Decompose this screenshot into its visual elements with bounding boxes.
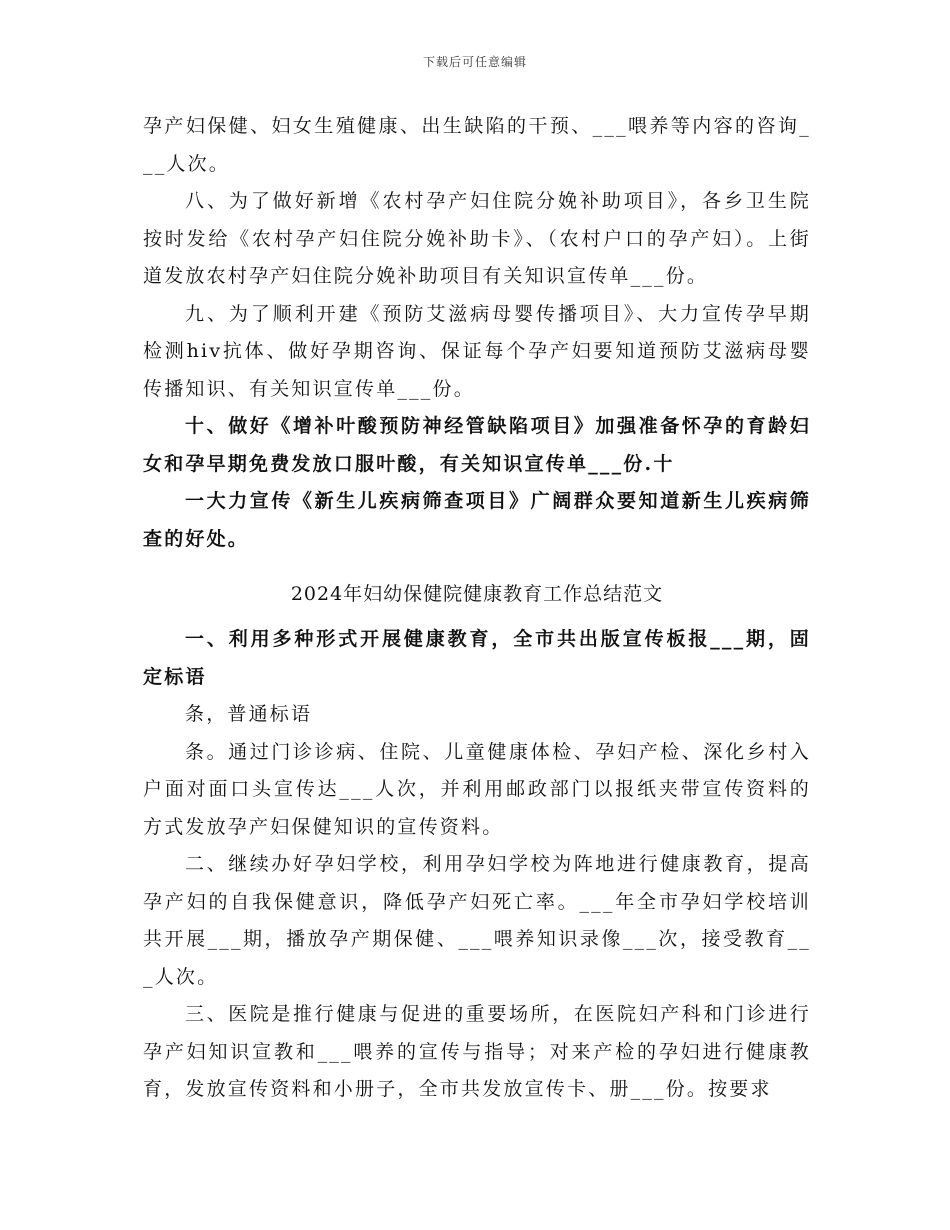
page-header: 下载后可任意编辑 — [422, 55, 527, 69]
section-after — [143, 621, 811, 1109]
paragraph: 一、利用多种形式开展健康教育，全市共出版宣传板报___期，固定标语 — [143, 628, 811, 688]
paragraph: 二、继续办好孕妇学校，利用孕妇学校为阵地进行健康教育，提高孕产妇的自我保健意识，降低孕产妇死亡率。___年全市孕妇学校培训共开展___期，播放孕产期保健、___喂养知识录像___次，接受教育___人次。 — [143, 853, 811, 988]
section-before — [143, 108, 811, 558]
paragraph: 十、做好《增补叶酸预防神经管缺陷项目》加强准备怀孕的育龄妇女和孕早期免费发放口服叶酸，有关知识宣传单___份.十 — [143, 415, 811, 475]
paragraph: 九、为了顺利开建《预防艾滋病母婴传播项目》、大力宣传孕早期检测hiv抗体、做好孕期咨询、保证每个孕产妇要知道预防艾滋病母婴传播知识、有关知识宣传单___份。 — [143, 302, 811, 400]
paragraph: 条。通过门诊诊病、住院、儿童健康体检、孕妇产检、深化乡村入户面对面口头宣传达___人次，并利用邮政部门以报纸夹带宣传资料的方式发放孕产妇保健知识的宣传资料。 — [143, 740, 811, 838]
document-title: 2024年妇幼保健院健康教育工作总结范文 — [290, 583, 664, 605]
paragraph: 三、医院是推行健康与促进的重要场所，在医院妇产科和门诊进行孕产妇知识宣教和___喂养的宣传与指导；对来产检的孕妇进行健康教育，发放宣传资料和小册子，全市共发放宣传卡、册___份。按要求 — [143, 1003, 811, 1100]
document-body — [143, 108, 811, 1109]
paragraph: 八、为了做好新增《农村孕产妇住院分娩补助项目》，各乡卫生院按时发给《农村孕产妇住院分娩补助卡》、（农村户口的孕产妇）。上街道发放农村孕产妇住院分娩补助项目有关知识宣传单___份。 — [143, 190, 811, 287]
paragraph: 条，普通标语 — [185, 703, 313, 725]
paragraph: 一大力宣传《新生儿疾病筛查项目》广阔群众要知道新生儿疾病筛查的好处。 — [143, 490, 811, 550]
paragraph: 孕产妇保健、妇女生殖健康、出生缺陷的干预、___喂养等内容的咨询___人次。 — [143, 115, 811, 175]
